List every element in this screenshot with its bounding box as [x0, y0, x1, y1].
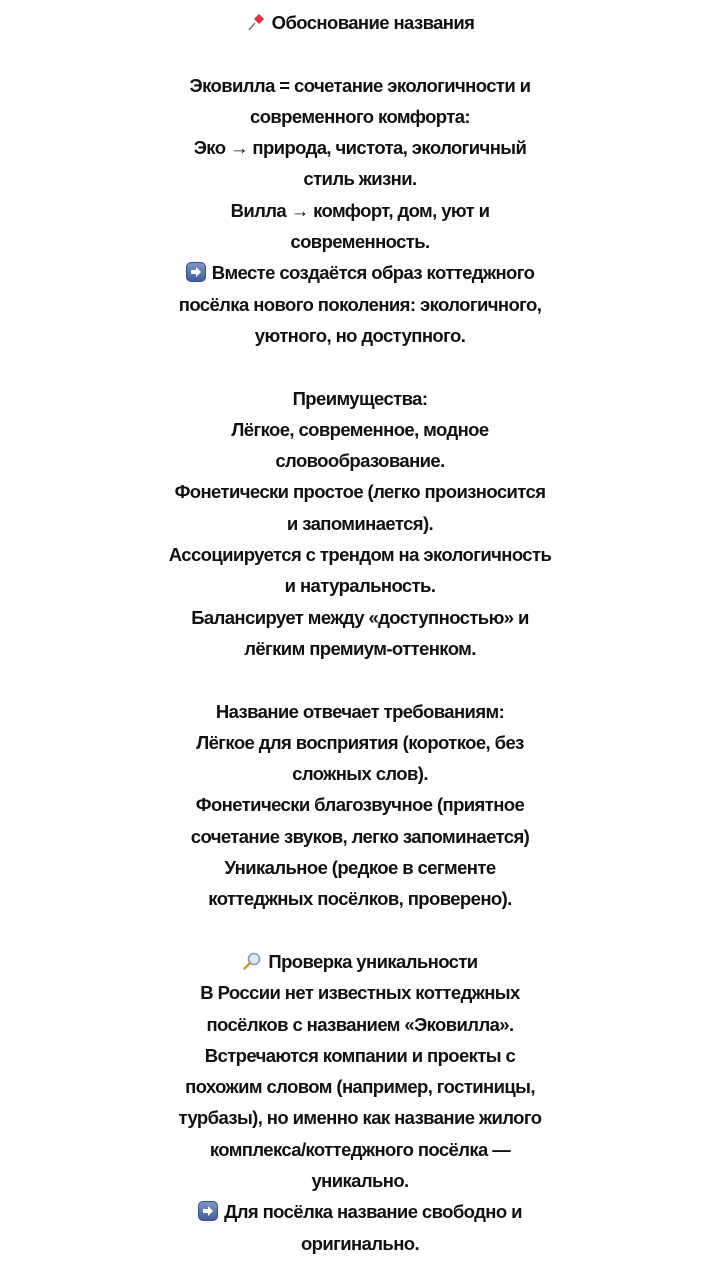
text-line: В России нет известных коттеджных [200, 982, 520, 1004]
section-heading-advantages: Преимущества: [292, 387, 428, 409]
right-arrow-icon [198, 1201, 218, 1221]
text-line: оригинально. [300, 1232, 420, 1254]
text-line: современность. [290, 231, 430, 253]
text-line: и натуральность. [284, 575, 436, 597]
section-heading-requirements: Название отвечает требованиям: [215, 700, 505, 722]
text-line-with-arrow: Для посёлка название свободно и [0, 1196, 720, 1227]
text-line-with-arrow: Вместе создаётся образ коттеджного [0, 257, 720, 288]
pushpin-icon [246, 10, 266, 41]
text-line: Лёгкое для восприятия (короткое, без [196, 731, 524, 753]
right-arrow-icon [186, 262, 206, 282]
text-line: Ассоциируется с трендом на экологичность [168, 544, 552, 566]
text-line: Фонетически благозвучное (приятное [195, 794, 525, 816]
text-line: комплекса/коттеджного посёлка — [209, 1138, 511, 1160]
text-line: посёлка нового поколения: экологичного, [178, 293, 542, 315]
text-line: Уникальное (редкое в сегменте [224, 857, 496, 879]
text-line: уютного, но доступного. [254, 324, 466, 346]
text-line: Эко → природа, чистота, экологичный [193, 137, 527, 159]
magnifier-icon [242, 949, 262, 980]
text-line: и запоминается). [286, 512, 434, 534]
text-line: Вилла → комфорт, дом, уют и [230, 199, 490, 221]
text-line: похожим словом (например, гостиницы, [185, 1076, 535, 1098]
section-heading-name-rationale: Обоснование названия [0, 7, 720, 38]
text-line: лёгким премиум-оттенком. [244, 637, 476, 659]
text-line: уникально. [311, 1169, 409, 1191]
text-line: стиль жизни. [303, 168, 417, 190]
text-line: сочетание звуков, легко запоминается) [190, 825, 530, 847]
text-line: современного комфорта: [250, 105, 470, 127]
text-line: Фонетически простое (легко произносится [174, 481, 546, 503]
text-line: словообразование. [275, 450, 445, 472]
text-line: коттеджных посёлков, проверено). [208, 888, 512, 910]
text-line: Балансирует между «доступностью» и [191, 606, 529, 628]
text-line: Эковилла = сочетание экологичности и [189, 74, 531, 96]
text-line: сложных слов). [292, 763, 428, 785]
section-heading-uniqueness-check: Проверка уникальности [0, 946, 720, 977]
text-line: Лёгкое, современное, модное [231, 418, 489, 440]
text-line: посёлков с названием «Эковилла». [206, 1013, 514, 1035]
text-line: Встречаются компании и проекты с [204, 1044, 516, 1066]
text-line: турбазы), но именно как название жилого [178, 1107, 542, 1129]
